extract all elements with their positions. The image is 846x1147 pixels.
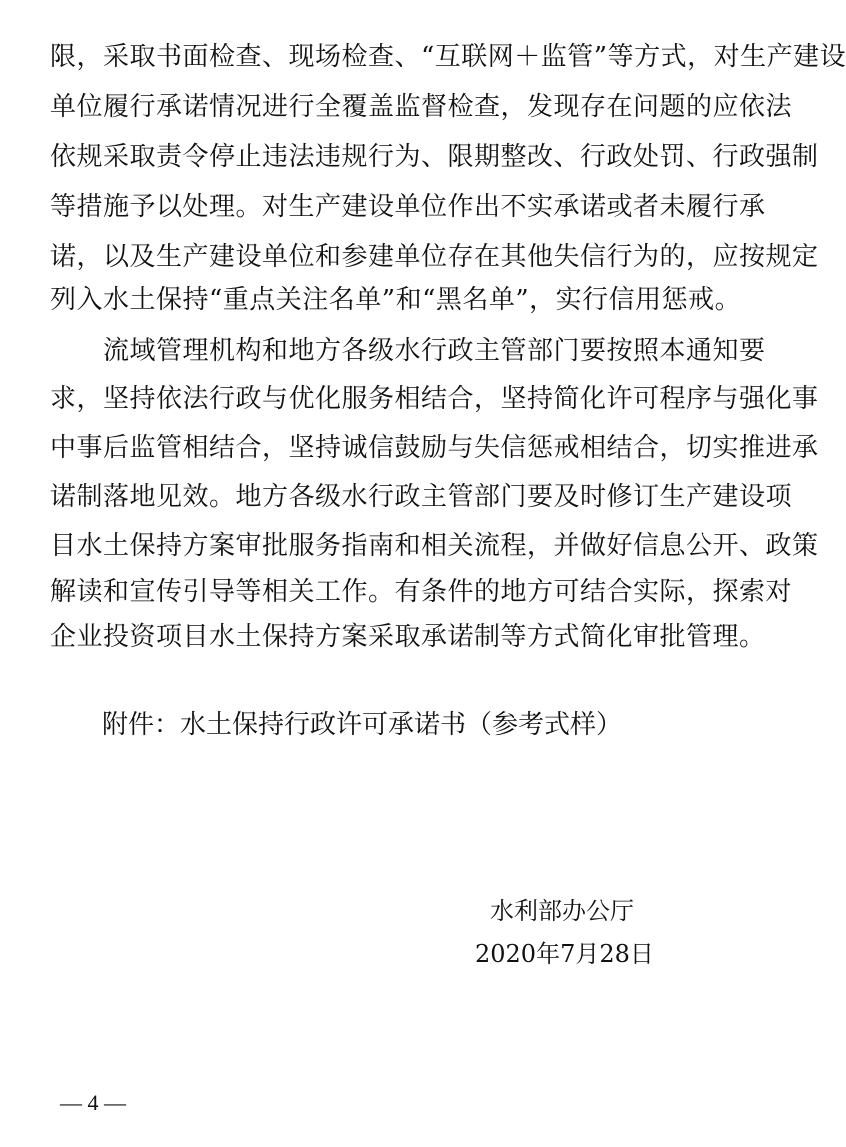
issue-date: 2020年7月28日: [475, 940, 654, 968]
text-line: 求，坚持依法行政与优化服务相结合，坚持简化许可程序与强化事: [50, 384, 819, 414]
issuer-name: 水利部办公厅: [490, 897, 634, 925]
text-line: 限，采取书面检查、现场检查、“互联网＋监管”等方式，对生产建设: [50, 42, 846, 72]
text-line: 列入水土保持“重点关注名单”和“黑名单”，实行信用惩戒。: [50, 285, 742, 315]
text-line: 诺，以及生产建设单位和参建单位存在其他失信行为的，应按规定: [50, 242, 819, 272]
text-line: 流域管理机构和地方各级水行政主管部门要按照本通知要: [50, 336, 766, 366]
text-line: 诺制落地见效。地方各级水行政主管部门要及时修订生产建设项: [50, 482, 793, 512]
text-line: 依规采取责令停止违法违规行为、限期整改、行政处罚、行政强制: [50, 142, 819, 172]
page-number: — 4 —: [60, 1090, 126, 1115]
attachment-line: 附件：水土保持行政许可承诺书（参考式样）: [102, 710, 623, 740]
text-line: 中事后监管相结合，坚持诚信鼓励与失信惩戒相结合，切实推进承: [50, 433, 819, 463]
text-line: 等措施予以处理。对生产建设单位作出不实承诺或者未履行承: [50, 192, 766, 222]
text-line: 企业投资项目水土保持方案采取承诺制等方式简化审批管理。: [50, 622, 766, 652]
text-line: 单位履行承诺情况进行全覆盖监督检查，发现存在问题的应依法: [50, 92, 793, 122]
text-line: 解读和宣传引导等相关工作。有条件的地方可结合实际，探索对: [50, 577, 793, 607]
text-line: 目水土保持方案审批服务指南和相关流程，并做好信息公开、政策: [50, 531, 819, 561]
